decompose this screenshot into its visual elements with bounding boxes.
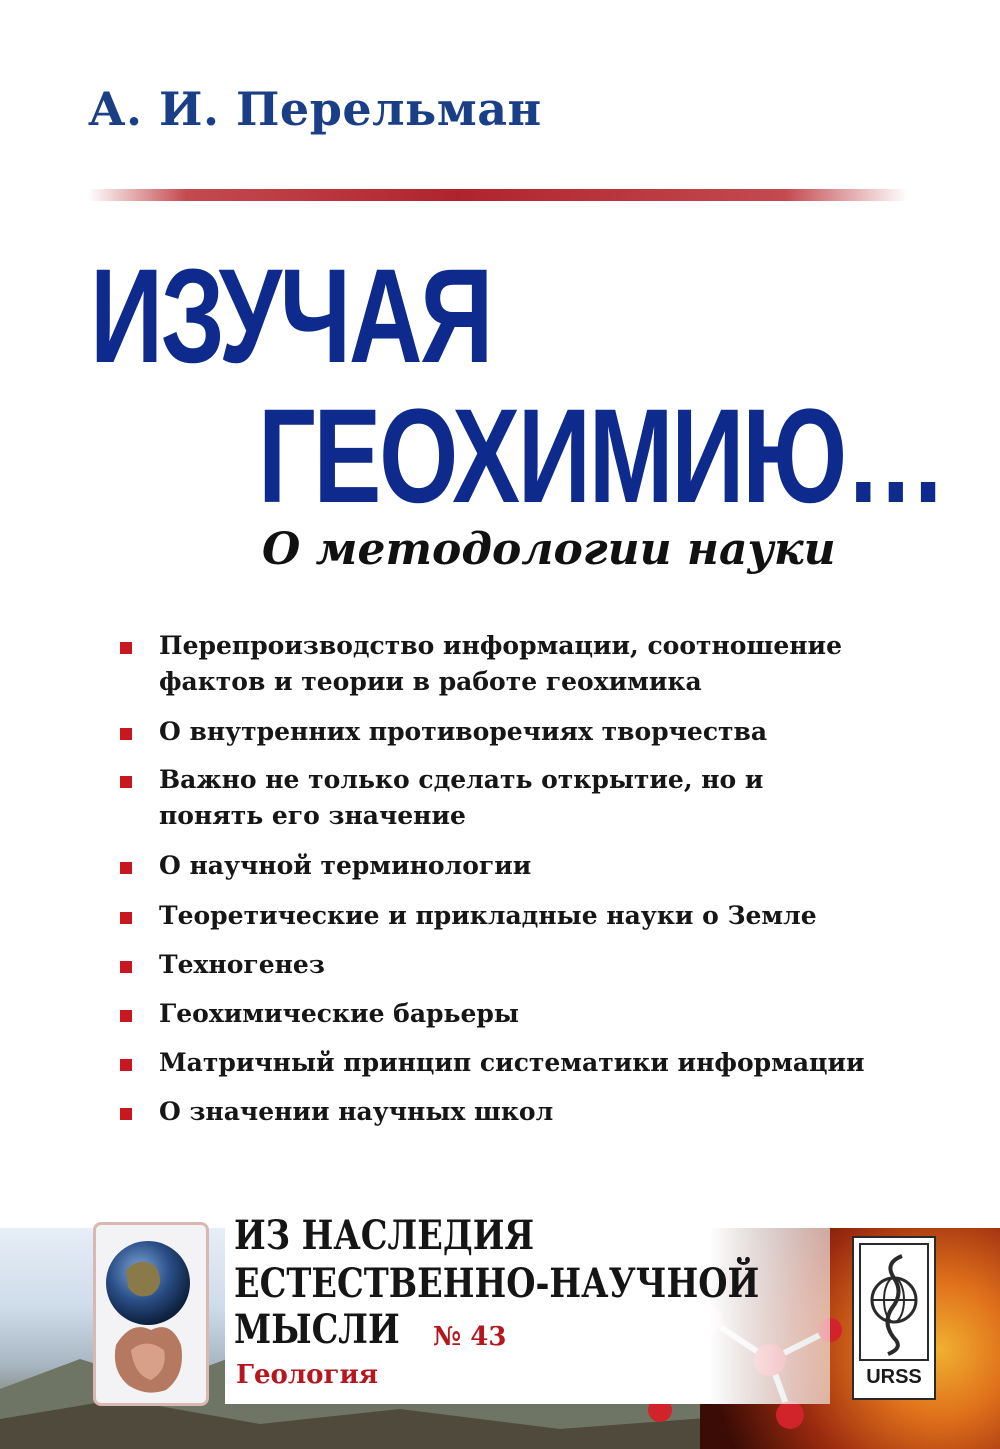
- square-bullet-icon: [120, 1010, 132, 1022]
- topic-text: Теоретические и прикладные науки о Земле: [159, 901, 817, 930]
- book-title-line-1: ИЗУЧАЯ: [90, 242, 492, 391]
- square-bullet-icon: [120, 1108, 132, 1120]
- book-subtitle: О методологии науки: [262, 524, 836, 575]
- topic-text: Матричный принцип систематики информации: [159, 1048, 865, 1077]
- topic-item: [120, 947, 929, 983]
- topic-item: [120, 898, 929, 934]
- series-number: № 43: [433, 1322, 507, 1352]
- series-title-line-2: ЕСТЕСТВЕННО-НАУЧНОЙ: [234, 1260, 760, 1307]
- book-title-line-2: ГЕОХИМИЮ…: [258, 382, 945, 531]
- square-bullet-icon: [120, 642, 132, 654]
- topic-item: [120, 762, 859, 834]
- topic-item: [120, 1045, 929, 1081]
- topic-item: [120, 628, 929, 700]
- topic-text: О внутренних противоречиях творчества: [159, 717, 768, 746]
- square-bullet-icon: [120, 1059, 132, 1071]
- topic-item: [120, 848, 929, 884]
- square-bullet-icon: [120, 961, 132, 973]
- globe-icon: [96, 1225, 206, 1403]
- topic-text: О значении научных школ: [159, 1097, 554, 1126]
- series-category: Геология: [236, 1360, 378, 1390]
- square-bullet-icon: [120, 912, 132, 924]
- topic-text: Техногенез: [159, 950, 325, 979]
- publisher-logo: [852, 1236, 936, 1400]
- topic-item: [120, 1094, 929, 1130]
- series-title-line-3: МЫСЛИ: [234, 1306, 400, 1353]
- topic-item: [120, 996, 929, 1032]
- square-bullet-icon: [120, 776, 132, 788]
- square-bullet-icon: [120, 862, 132, 874]
- topic-text: Важно не только сделать открытие, но и понять его значение: [159, 765, 764, 830]
- publisher-logo-text: URSS: [866, 1366, 922, 1388]
- series-emblem: [93, 1222, 209, 1406]
- author-name: А. И. Перельман: [88, 82, 542, 136]
- topic-text: О научной терминологии: [159, 851, 532, 880]
- square-bullet-icon: [120, 728, 132, 740]
- series-title-line-1: ИЗ НАСЛЕДИЯ: [234, 1212, 535, 1259]
- decorative-red-rule: [88, 189, 908, 201]
- topic-item: [120, 714, 929, 750]
- topic-text: Геохимические барьеры: [159, 999, 519, 1028]
- topic-text: Перепроизводство информации, соотношение фактов и теории в работе геохимика: [159, 631, 842, 696]
